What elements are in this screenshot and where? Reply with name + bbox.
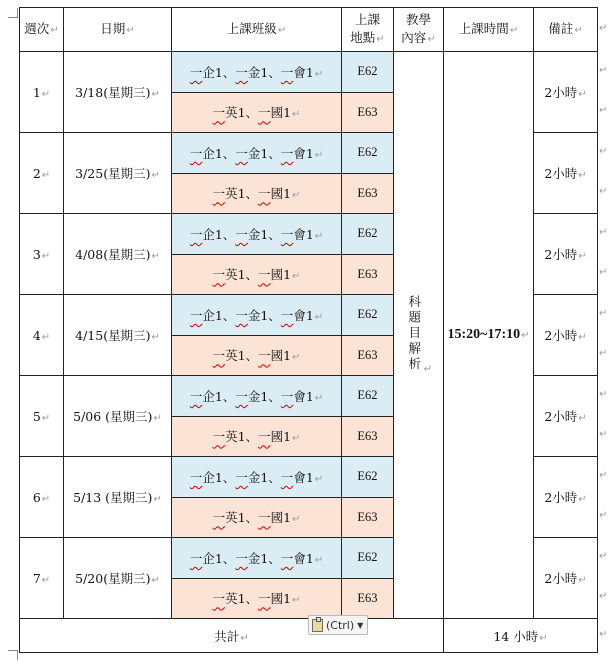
cell-text: 4/08(星期三) [75,247,151,262]
cell-text: 2小時 [544,247,578,262]
class-name-rest: 企1 [202,550,223,566]
spellcheck-word: 一 [189,469,203,485]
date-cell [64,457,172,538]
classes-cell [172,376,342,417]
separator: 、 [222,388,236,404]
room-cell [342,92,394,133]
cell-text: E62 [357,64,378,79]
cell-text: 3/25(星期三) [75,166,151,181]
class-name [213,591,246,606]
class-name-rest: 會1 [293,469,314,485]
margin-corner-top-left [8,8,18,18]
separator: 、 [222,64,236,80]
header-content: 教學 內容↵ [394,8,444,52]
date-cell [64,295,172,376]
class-name [281,227,314,242]
cell-text: E62 [357,145,378,160]
remark-cell [534,457,598,538]
separator: 、 [268,388,281,404]
cell-text: E63 [357,428,378,443]
class-name-rest: 國1 [270,105,292,121]
class-name-rest: 會1 [293,226,314,242]
row-end-mark: ↵ [599,307,608,319]
spellcheck-word: 一 [258,267,271,283]
row-end-mark: ↵ [599,429,608,441]
content-text: 科題目解析 [406,294,422,373]
cell-text: 3/18(星期三) [75,85,151,100]
chevron-down-icon: ▼ [357,620,364,630]
spellcheck-word: 一 [280,388,294,404]
class-name-rest: 企1 [202,388,223,404]
date-cell [64,376,172,457]
class-name [258,267,291,282]
cell-text: 2小時 [544,571,578,586]
paragraph-mark: ↵ [292,109,301,121]
week-cell [20,376,64,457]
classes-cell [172,92,342,133]
paragraph-mark: ↵ [578,89,587,100]
time-cell [444,52,534,619]
cell-text: 4/15(星期三) [75,328,151,343]
spellcheck-word: 一 [212,348,226,364]
separator: 、 [245,429,259,445]
cell-text: 2小時 [544,85,578,100]
class-name-rest: 英1 [225,591,246,607]
class-name [281,308,314,323]
class-name [281,146,314,161]
class-name-rest: 英1 [225,267,246,283]
room-cell [342,52,394,93]
class-name [190,389,223,404]
class-name-rest: 會1 [293,64,314,80]
class-name [213,105,246,120]
separator: 、 [245,510,259,526]
room-cell [342,416,394,457]
class-name-rest: 國1 [270,348,292,364]
class-name [213,348,246,363]
spellcheck-word: 一 [212,267,226,283]
class-name-rest: 國1 [270,591,292,607]
room-cell [342,538,394,579]
class-name [281,65,314,80]
class-name [190,308,223,323]
header-date: 日期↵ [64,8,172,52]
class-name [258,348,291,363]
total-label: 共計↵ [20,619,444,653]
margin-corner-bottom-left [8,650,18,660]
room-cell [342,457,394,498]
paragraph-mark: ↵ [578,170,587,181]
separator: 、 [268,226,281,242]
classes-cell [172,173,342,214]
class-name-rest: 會1 [293,550,314,566]
class-name-rest: 金1 [247,388,269,404]
cell-text: 5/06 (星期三) [73,409,153,424]
class-name-rest: 會1 [293,307,314,323]
class-name-rest: 企1 [202,226,223,242]
remark-cell [534,295,598,376]
class-name-rest: 英1 [225,429,246,445]
spellcheck-word: 一 [235,145,248,161]
row-end-mark: ↵ [599,22,608,34]
separator: 、 [245,267,259,283]
spellcheck-word: 一 [212,591,226,607]
spellcheck-word: 一 [212,105,226,121]
paragraph-mark: ↵ [41,331,51,343]
row-end-mark: ↵ [599,105,608,117]
paragraph-mark: ↵ [314,392,324,404]
class-name-rest: 英1 [225,348,246,364]
cell-text: E62 [357,307,378,322]
class-name [258,510,291,525]
spellcheck-word: 一 [258,429,271,445]
class-name-rest: 金1 [247,469,269,485]
room-cell [342,133,394,174]
spellcheck-word: 一 [235,550,248,566]
room-cell [342,295,394,336]
week-cell [20,133,64,214]
classes-cell [172,457,342,498]
classes-cell [172,538,342,579]
class-name-rest: 英1 [225,105,246,121]
class-name-rest: 會1 [293,388,314,404]
spellcheck-word: 一 [280,307,294,323]
class-name-rest: 金1 [247,64,269,80]
cell-text: E63 [357,185,378,200]
paragraph-mark: ↵ [423,364,433,376]
separator: 、 [222,469,236,485]
class-name [258,591,291,606]
spellcheck-word: 一 [280,469,294,485]
separator: 、 [222,550,236,566]
cell-text: 2 [32,165,41,181]
spellcheck-word: 一 [258,591,271,607]
header-classes: 上課班級↵ [172,8,342,52]
row-end-mark: ↵ [599,64,608,76]
class-name-rest: 英1 [225,186,246,202]
cell-text: E62 [357,226,378,241]
cell-text: 5/20(星期三) [75,571,151,586]
paragraph-mark: ↵ [151,332,160,343]
cell-text: 2小時 [544,490,578,505]
spellcheck-word: 一 [189,550,203,566]
spellcheck-word: 一 [189,226,203,242]
row-end-mark: ↵ [599,591,608,603]
paragraph-mark: ↵ [314,473,324,485]
spellcheck-word: 一 [212,510,226,526]
room-cell [342,173,394,214]
cell-text: E62 [357,550,378,565]
row-end-mark: ↵ [599,510,608,522]
paragraph-mark: ↵ [41,412,51,424]
paragraph-mark: ↵ [151,89,160,100]
remark-cell [534,538,598,619]
class-name-rest: 英1 [225,510,246,526]
classes-cell [172,214,342,255]
paragraph-mark: ↵ [292,595,301,607]
spellcheck-word: 一 [189,145,203,161]
paragraph-mark: ↵ [521,330,530,341]
cell-text: E63 [357,590,378,605]
row-end-mark: ↵ [599,469,608,481]
spellcheck-word: 一 [212,429,226,445]
separator: 、 [222,307,236,323]
class-name-rest: 金1 [247,307,269,323]
class-name [213,429,246,444]
row-end-mark: ↵ [599,145,608,157]
separator: 、 [222,226,236,242]
row-end-mark: ↵ [599,226,608,238]
cell-text: 5 [32,408,41,424]
paragraph-mark: ↵ [292,352,301,364]
paragraph-mark: ↵ [151,170,160,181]
class-name [235,470,268,485]
spellcheck-word: 一 [235,226,248,242]
class-name [190,551,223,566]
separator: 、 [268,64,281,80]
table-row [20,52,598,93]
paragraph-mark: ↵ [153,494,162,505]
classes-cell [172,295,342,336]
schedule-table [19,7,598,653]
class-name [235,65,268,80]
paragraph-mark: ↵ [578,413,587,424]
room-cell [342,214,394,255]
date-cell [64,52,172,133]
cell-text: E63 [357,266,378,281]
paragraph-mark: ↵ [153,413,162,424]
class-name [235,551,268,566]
row-end-mark: ↵ [599,348,608,360]
paragraph-mark: ↵ [314,554,324,566]
paragraph-mark: ↵ [578,494,587,505]
class-name [190,65,223,80]
paste-options-label: (Ctrl) [326,618,355,632]
spellcheck-word: 一 [189,307,203,323]
class-name-rest: 國1 [270,186,292,202]
cell-text: 3 [32,246,41,262]
week-cell [20,214,64,295]
classes-cell [172,133,342,174]
class-name [235,146,268,161]
spellcheck-word: 一 [212,186,226,202]
remark-cell [534,52,598,133]
spellcheck-word: 一 [235,307,248,323]
classes-cell [172,416,342,457]
class-name-rest: 金1 [247,226,269,242]
cell-text: 2小時 [544,166,578,181]
class-name-rest: 國1 [270,267,292,283]
cell-text: 7 [32,570,41,586]
paragraph-mark: ↵ [292,433,301,445]
week-cell [20,457,64,538]
class-name [258,429,291,444]
paragraph-mark: ↵ [314,149,324,161]
remark-cell [534,214,598,295]
clipboard-icon [312,619,323,632]
separator: 、 [245,591,259,607]
cell-text: E62 [357,469,378,484]
paragraph-mark: ↵ [41,574,51,586]
class-name [190,146,223,161]
cell-text: 2小時 [544,328,578,343]
class-name [281,389,314,404]
remark-cell [534,133,598,214]
class-name-rest: 金1 [247,145,269,161]
header-time: 上課時間↵ [444,8,534,52]
spellcheck-word: 一 [280,550,294,566]
separator: 、 [222,145,236,161]
separator: 、 [245,105,259,121]
paragraph-mark: ↵ [151,251,160,262]
header-remarks: 備註↵ [534,8,598,52]
week-cell [20,538,64,619]
class-name-rest: 企1 [202,307,223,323]
classes-cell [172,52,342,93]
week-cell [20,295,64,376]
row-end-mark: ↵ [599,388,608,400]
classes-cell [172,335,342,376]
class-name-rest: 金1 [247,550,269,566]
class-name [213,186,246,201]
paragraph-mark: ↵ [41,169,51,181]
paragraph-mark: ↵ [292,271,301,283]
room-cell [342,497,394,538]
row-end-mark: ↵ [599,550,608,562]
paragraph-mark: ↵ [41,88,51,100]
room-cell [342,335,394,376]
row-end-mark: ↵ [599,267,608,279]
spellcheck-word: 一 [258,348,271,364]
separator: 、 [268,550,281,566]
date-cell [64,214,172,295]
header-location: 上課 地點↵ [342,8,394,52]
paragraph-mark: ↵ [41,250,51,262]
paragraph-mark: ↵ [578,575,587,586]
separator: 、 [268,307,281,323]
room-cell [342,578,394,619]
content-cell [394,52,444,619]
cell-text: 6 [32,489,41,505]
paragraph-mark: ↵ [41,493,51,505]
row-end-mark: ↵ [599,628,608,640]
cell-text: 5/13 (星期三) [73,490,153,505]
room-cell [342,254,394,295]
class-name-rest: 國1 [270,429,292,445]
spellcheck-word: 一 [280,145,294,161]
row-end-mark: ↵ [599,186,608,198]
class-name-rest: 企1 [202,469,223,485]
spellcheck-word: 一 [235,388,248,404]
paragraph-mark: ↵ [314,311,324,323]
class-name [235,308,268,323]
class-name [258,186,291,201]
class-name [235,389,268,404]
spellcheck-word: 一 [280,226,294,242]
cell-text: E63 [357,509,378,524]
spellcheck-word: 一 [189,388,203,404]
paragraph-mark: ↵ [578,332,587,343]
cell-text: 2小時 [544,409,578,424]
date-cell [64,538,172,619]
paragraph-mark: ↵ [292,190,301,202]
paragraph-mark: ↵ [314,68,324,80]
cell-text: E63 [357,104,378,119]
spellcheck-word: 一 [189,64,203,80]
class-name-rest: 企1 [202,64,223,80]
class-name [213,267,246,282]
separator: 、 [245,348,259,364]
paragraph-mark: ↵ [292,514,301,526]
class-name [281,551,314,566]
class-name-rest: 國1 [270,510,292,526]
date-cell [64,133,172,214]
classes-cell [172,497,342,538]
classes-cell [172,578,342,619]
paragraph-mark: ↵ [314,230,324,242]
spellcheck-word: 一 [235,469,248,485]
separator: 、 [245,186,259,202]
remark-cell [534,376,598,457]
spellcheck-word: 一 [258,510,271,526]
total-value: 14 小時↵ [444,619,598,653]
class-name [281,470,314,485]
spellcheck-word: 一 [280,64,294,80]
cell-text: 1 [32,84,41,100]
class-name [213,510,246,525]
class-name [190,470,223,485]
class-name-rest: 會1 [293,145,314,161]
week-cell [20,52,64,133]
class-name-rest: 企1 [202,145,223,161]
paragraph-mark: ↵ [151,575,160,586]
cell-text: E62 [357,388,378,403]
header-week: 週次↵ [20,8,64,52]
separator: 、 [268,145,281,161]
cell-text: 4 [32,327,41,343]
header-row [20,8,598,52]
paste-options-button[interactable] [308,615,368,635]
spellcheck-word: 一 [258,105,271,121]
class-name [258,105,291,120]
class-name [235,227,268,242]
room-cell [342,376,394,417]
cell-text: E63 [357,347,378,362]
spellcheck-word: 一 [258,186,271,202]
cell-text: 15:20~17:10 [447,327,521,342]
spellcheck-word: 一 [235,64,248,80]
separator: 、 [268,469,281,485]
classes-cell [172,254,342,295]
paragraph-mark: ↵ [578,251,587,262]
class-name [190,227,223,242]
